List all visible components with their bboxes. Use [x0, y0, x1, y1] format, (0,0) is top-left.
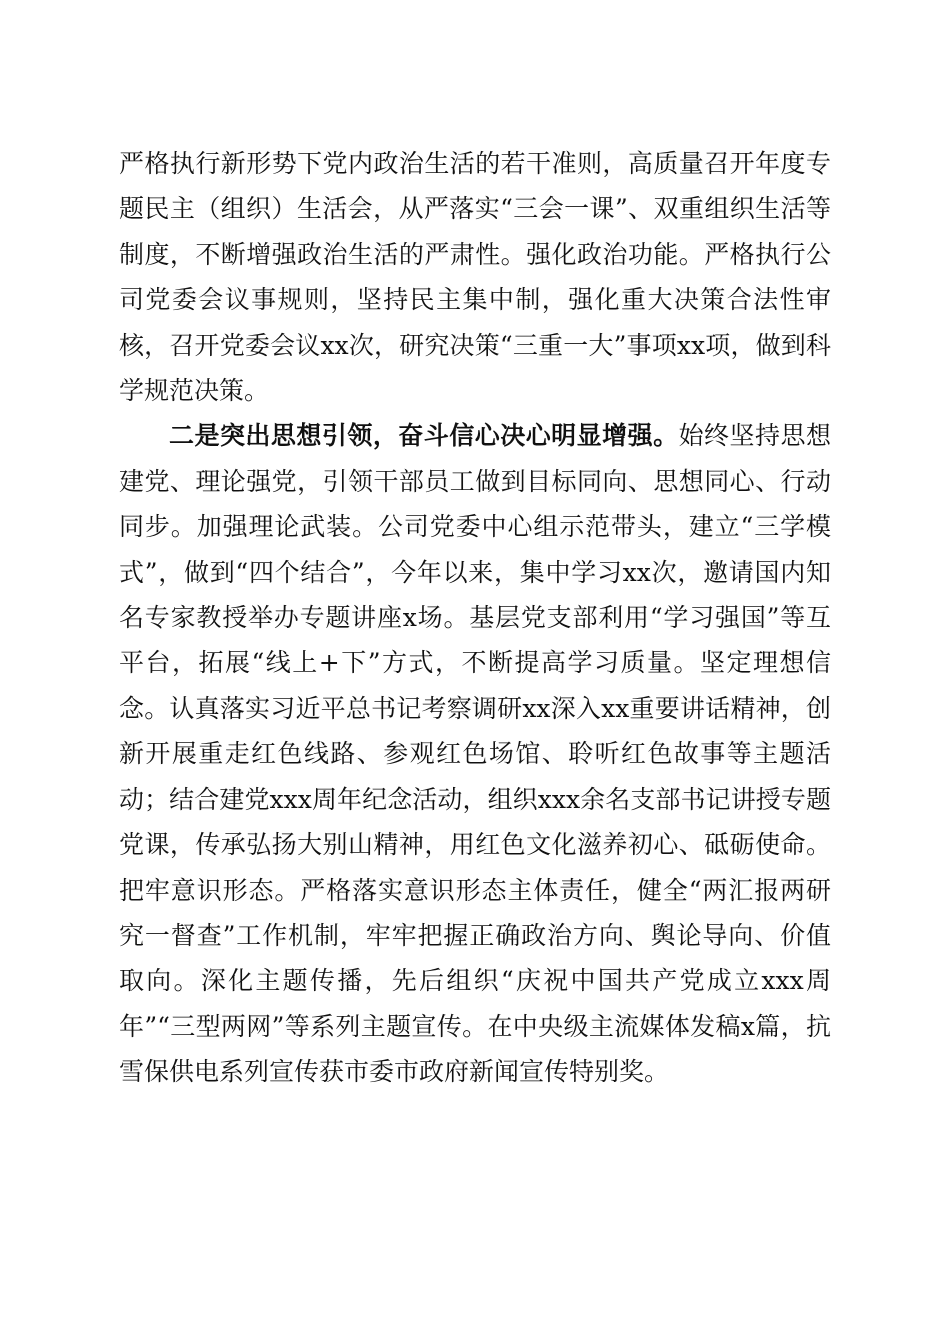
- paragraph-lead-heading: 二是突出思想引领，奋斗信心决心明显增强。: [169, 421, 679, 451]
- paragraph-text: 始终坚持思想建党、理论强党，引领干部员工做到目标同向、思想同心、行动同步。加强理论武装。公司党委中心组示范带头，建立“三学模式”，做到“四个结合”，今年以来，集中学习xx次，邀请国内知名专家教授举办专题讲座x场。基层党支部利用“学习强国”等互平台，拓展“线上+下”方式，不断提高学习质量。坚定理想信念。认真落实习近平总书记考察调研xx深入xx重要讲话精神，创新开展重走红色线路、参观红色场馆、聆听红色故事等主题活动；结合建党xxx周年纪念活动，组织xxx余名支部书记讲授专题党课，传承弘扬大别山精神，用红色文化滋养初心、砥砺使命。把牢意识形态。严格落实意识形态主体责任，健全“两汇报两研究一督查”工作机制，牢牢把握正确政治方向、舆论导向、价值取向。深化主题传播，先后组织“庆祝中国共产党成立xxx周年”“三型两网”等系列主题宣传。在中央级主流媒体发稿x篇，抗雪保供电系列宣传获市委市政府新闻宣传特别奖。: [119, 421, 831, 1087]
- paragraph-thought-guidance: [119, 413, 831, 1094]
- document-body: [119, 141, 831, 1095]
- paragraph-continuation: [119, 141, 831, 413]
- paragraph-text: 严格执行新形势下党内政治生活的若干准则，高质量召开年度专题民主（组织）生活会，从严落实“三会一课”、双重组织生活等制度，不断增强政治生活的严肃性。强化政治功能。严格执行公司党委会议事规则，坚持民主集中制，强化重大决策合法性审核，召开党委会议xx次，研究决策“三重一大”事项xx项，做到科学规范决策。: [119, 149, 831, 406]
